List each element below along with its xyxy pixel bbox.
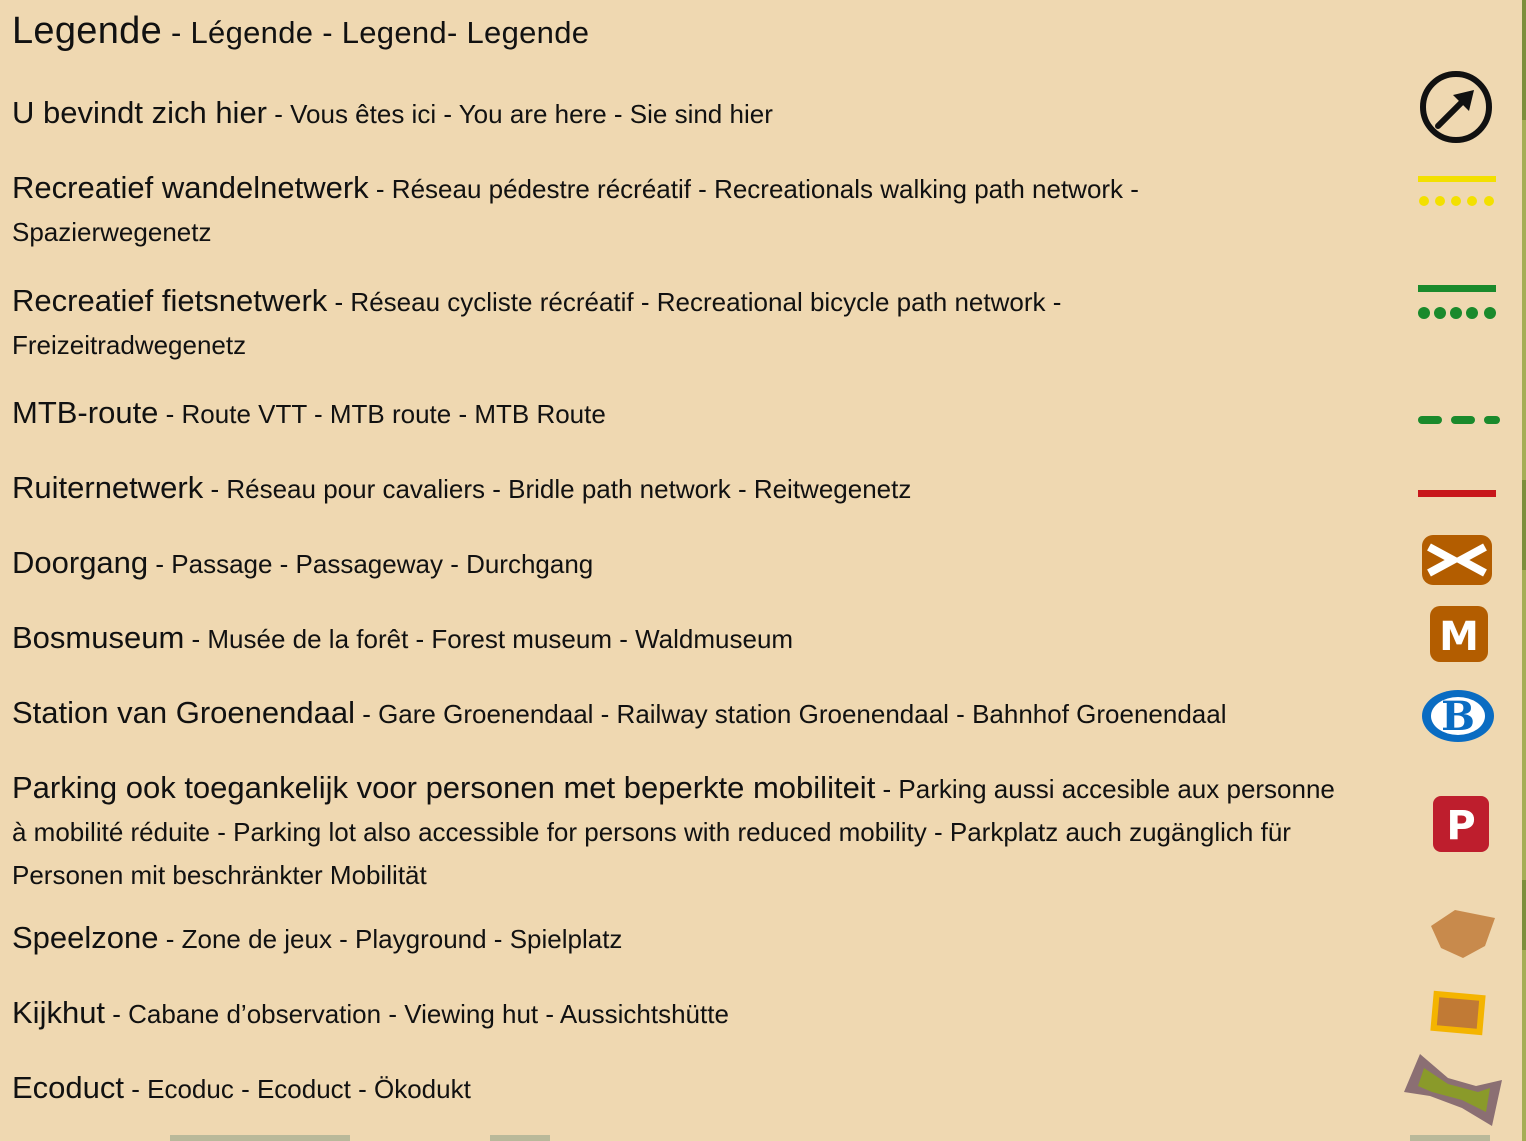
legend-item-passage: [12, 544, 1372, 588]
legend-item-label: Kijkhut: [12, 995, 106, 1030]
legend-item-translations: - Zone de jeux - Playground - Spielplatz: [158, 924, 623, 954]
legend-item-railway-station: [12, 694, 1372, 738]
green-bicycle-line-icon: [1414, 283, 1500, 323]
playground-icon: [1427, 906, 1499, 962]
legend-title: [12, 10, 589, 53]
map-edge-segment: [1522, 0, 1526, 120]
viewing-hut-inner: [1437, 997, 1479, 1028]
map-edge-segment: [1522, 480, 1526, 570]
map-edge-segment: [1522, 880, 1526, 950]
bicycle-line-dots: [1418, 307, 1496, 319]
bicycle-line-solid: [1418, 285, 1496, 292]
legend-title-main: Legende: [12, 10, 163, 52]
legend-item-label: U bevindt zich hier: [12, 95, 268, 130]
legend-item-bridle-network: [12, 469, 1372, 513]
legend-item-label: Speelzone: [12, 920, 159, 955]
legend-item-translations: - Gare Groenendaal - Railway station Groenendaal - Bahnhof Groenendaal: [354, 699, 1227, 729]
legend-item-label: Doorgang: [12, 545, 149, 580]
legend-title-translations: - Légende - Legend- Legende: [162, 15, 590, 50]
ecoduct-icon: [1400, 1050, 1506, 1132]
you-are-here-icon: [1418, 70, 1496, 146]
legend-item-translations: - Réseau pour cavaliers - Bridle path network - Reitwegenetz: [203, 474, 912, 504]
legend-item-bicycle-network: [12, 282, 1197, 369]
legend-item-mtb-route: [12, 394, 1372, 438]
legend-item-parking: [12, 769, 1342, 899]
map-edge-strip: [1522, 0, 1526, 1141]
legend-item-label: Bosmuseum: [12, 620, 185, 655]
legend-item-label: Station van Groenendaal: [12, 695, 355, 730]
bridle-line: [1418, 490, 1496, 497]
museum-letter: M: [1439, 614, 1479, 660]
red-line-icon: [1414, 486, 1500, 502]
legend-item-translations: - Ecoduc - Ecoduct - Ökodukt: [124, 1074, 471, 1104]
legend-item-forest-museum: [12, 619, 1372, 663]
mtb-dashes: [1418, 416, 1500, 424]
playground-shape: [1431, 910, 1495, 958]
legend-item-translations: - Vous êtes ici - You are here - Sie sind hier: [267, 99, 773, 129]
legend-item-label: Ruiternetwerk: [12, 470, 204, 505]
legend-item-translations: - Passage - Passageway - Durchgang: [148, 549, 594, 579]
walking-line-dots: [1419, 196, 1494, 206]
legend-item-translations: - Cabane d’observation - Viewing hut - Aussichtshütte: [105, 999, 729, 1029]
yellow-walking-line-icon: [1414, 172, 1500, 210]
parking-letter: P: [1446, 803, 1476, 849]
legend-item-ecoduct: [12, 1069, 1372, 1113]
map-edge-hint: [1410, 1135, 1490, 1141]
map-edge-hint: [490, 1135, 550, 1141]
legend-item-label: Recreatief fietsnetwerk: [12, 283, 328, 318]
museum-icon: [1428, 604, 1490, 664]
station-letter: B: [1441, 693, 1475, 740]
legend-item-label: MTB-route: [12, 395, 159, 430]
viewing-hut-icon: [1427, 987, 1489, 1039]
legend-item-you-are-here: [12, 94, 1372, 138]
legend-item-walking-network: [12, 169, 1272, 256]
walking-line-solid: [1418, 176, 1496, 182]
legend-item-playground: [12, 919, 1372, 963]
legend-item-label: Parking ook toegankelijk voor personen met beperkte mobiliteit: [12, 770, 876, 805]
legend-item-viewing-hut: [12, 994, 1372, 1038]
passage-icon: [1420, 533, 1494, 587]
legend-item-translations: - Parking aussi accesible aux personne à mobilité réduite - Parking lot also accessible for persons with reduced mobility - Parkplatz auch zugänglich für Personen mit beschränkter Mobilität: [12, 774, 1335, 890]
legend-item-translations: - Réseau pédestre récréatif - Recreationals walking path network - Spazierwegenetz: [12, 174, 1139, 247]
legend-item-label: Ecoduct: [12, 1070, 125, 1105]
green-dashed-line-icon: [1414, 410, 1504, 430]
railway-station-icon: [1420, 688, 1498, 744]
map-edge-hint: [170, 1135, 350, 1141]
legend-item-translations: - Musée de la forêt - Forest museum - Waldmuseum: [184, 624, 794, 654]
legend-item-translations: - Réseau cycliste récréatif - Recreational bicycle path network -Freizeitradwegenetz: [12, 287, 1062, 360]
legend-item-label: Recreatief wandelnetwerk: [12, 170, 369, 205]
parking-icon: [1431, 794, 1491, 854]
legend-item-translations: - Route VTT - MTB route - MTB Route: [158, 399, 606, 429]
